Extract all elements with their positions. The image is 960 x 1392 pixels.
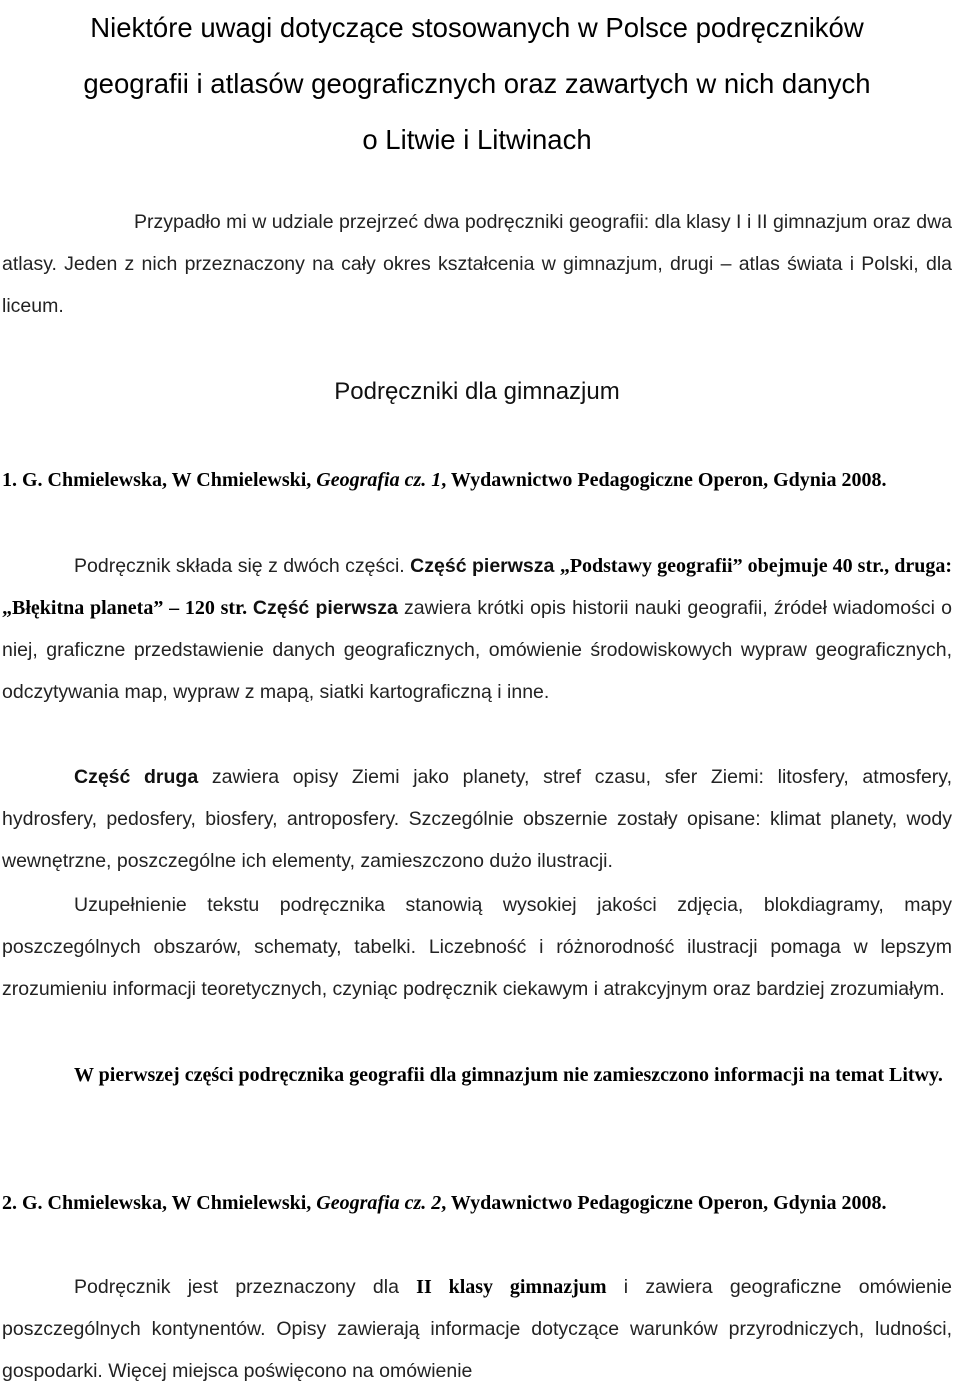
book2-authors: 2. G. Chmielewska, W Chmielewski, xyxy=(2,1192,317,1214)
title-line-2: geografii i atlasów geograficznych oraz zawartych w nich danych xyxy=(83,68,871,99)
book1-reference xyxy=(2,459,952,501)
document-title xyxy=(2,0,952,168)
book1-authors: 1. G. Chmielewska, W Chmielewski, xyxy=(2,469,317,491)
book1-title: Geografia cz. 1 xyxy=(316,469,442,491)
book1-paragraph-2: Część druga zawiera opisy Ziemi jako planety, stref czasu, sfer Ziemi: litosfery, atmosfery, hydrosfery, pedosfery, biosfery, antroposfery. Szczególnie obszernie zostały opisane: klimat planety, wody wewnętrzne, poszczególne ich elementy, zamieszczono dużo ilustracji. xyxy=(2,766,953,872)
book2-publisher: , Wydawnictwo Pedagogiczne Operon, Gdynia 2008. xyxy=(441,1192,887,1214)
title-line-1: Niektóre uwagi dotyczące stosowanych w Polsce podręczników xyxy=(90,12,864,43)
book2-paragraph-1: Podręcznik jest przeznaczony dla II klasy gimnazjum i zawiera geograficzne omówienie poszczególnych kontynentów. Opisy zawierają informacje dotyczące warunków przyrodniczych, ludności, gospodarki. Więcej miejsca poświęcono na omówienie xyxy=(2,1276,952,1382)
section-heading: Podręczniki dla gimnazjum xyxy=(334,378,620,405)
title-line-3: o Litwie i Litwinach xyxy=(362,124,592,155)
book1-publisher: , Wydawnictwo Pedagogiczne Operon, Gdynia 2008. xyxy=(441,469,887,491)
book2-reference xyxy=(2,1182,952,1224)
intro-paragraph: Przypadło mi w udziale przejrzeć dwa podręczniki geografii: dla klasy I i II gimnazjum oraz dwa atlasy. Jeden z nich przeznaczony na cały okres kształcenia w gimnazjum, drugi – atlas świata i Polski, dla liceum. xyxy=(2,211,952,317)
book1-paragraph-1: Podręcznik składa się z dwóch części. Część pierwsza „Podstawy geografii” obejmuje 40 str., druga: „Błękitna planeta” – 120 str. Część pierwsza zawiera krótki opis historii nauki geografii, źródeł wiadomości o niej, graficzne przedstawienie danych geograficznych, omówienie środowiskowych wypraw geograficznych, odczytywania map, wypraw z mapą, siatki kartograficzną i inne. xyxy=(2,555,953,703)
book1-paragraph-4: W pierwszej części podręcznika geografii dla gimnazjum nie zamieszczono informacji na temat Litwy. xyxy=(74,1064,943,1086)
book2-title: Geografia cz. 2 xyxy=(316,1192,442,1214)
book1-paragraph-3: Uzupełnienie tekstu podręcznika stanowią wysokiej jakości zdjęcia, blokdiagramy, mapy poszczególnych obszarów, schematy, tabelki. Liczebność i różnorodność ilustracji pomaga w lepszym zrozumieniu informacji teoretycznych, czyniąc podręcznik ciekawym i atrakcyjnym oraz bardziej zrozumiałym. xyxy=(2,894,952,1000)
